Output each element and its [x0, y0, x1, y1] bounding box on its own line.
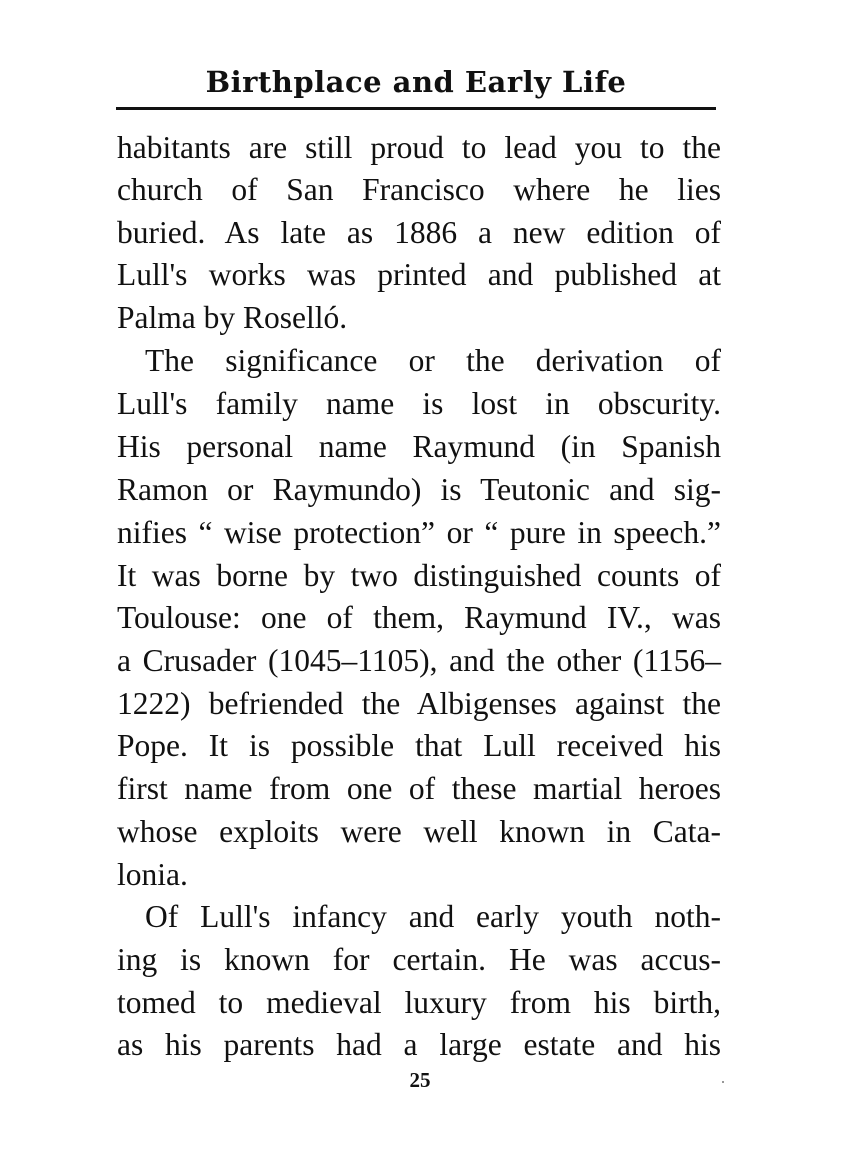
text-line: lonia.	[117, 857, 188, 892]
text-line: Ramon or Raymundo) is Teutonic and sig-	[117, 472, 721, 507]
text-line: His personal name Raymund (in Spanish	[117, 429, 721, 464]
text-line: tomed to medieval luxury from his birth,	[117, 985, 721, 1020]
text-line: Toulouse: one of them, Raymund IV., was	[117, 600, 721, 635]
text-line: a Crusader (1045–1105), and the other (1156–	[117, 643, 721, 678]
text-line: as his parents had a large estate and his	[117, 1027, 721, 1062]
text-line: Pope. It is possible that Lull received his	[117, 728, 721, 763]
text-line: Palma by Roselló.	[117, 300, 348, 335]
text-line: whose exploits were well known in Cata-	[117, 814, 721, 849]
text-line: Lull's works was printed and published at	[117, 257, 721, 292]
text-line: first name from one of these martial heroes	[117, 771, 721, 806]
text-line: nifies “ wise protection” or “ pure in speech.”	[117, 515, 721, 550]
page-number: 25	[409, 1068, 431, 1092]
text-line: habitants are still proud to lead you to the	[117, 130, 721, 165]
text-line: church of San Francisco where he lies	[117, 172, 721, 207]
text-line: buried. As late as 1886 a new edition of	[117, 215, 721, 250]
running-head-title: Birthplace and Early Life	[205, 65, 627, 99]
header-rule	[116, 107, 716, 110]
text-line: 1222) befriended the Albigenses against the	[117, 686, 721, 721]
paragraph-start-line: The significance or the derivation of	[145, 343, 721, 378]
text-line: ing is known for certain. He was accus-	[117, 942, 721, 977]
print-speck	[722, 1081, 724, 1083]
paragraph-start-line: Of Lull's infancy and early youth noth-	[145, 899, 721, 934]
text-line: Lull's family name is lost in obscurity.	[117, 386, 721, 421]
text-line: It was borne by two distinguished counts of	[117, 558, 721, 593]
